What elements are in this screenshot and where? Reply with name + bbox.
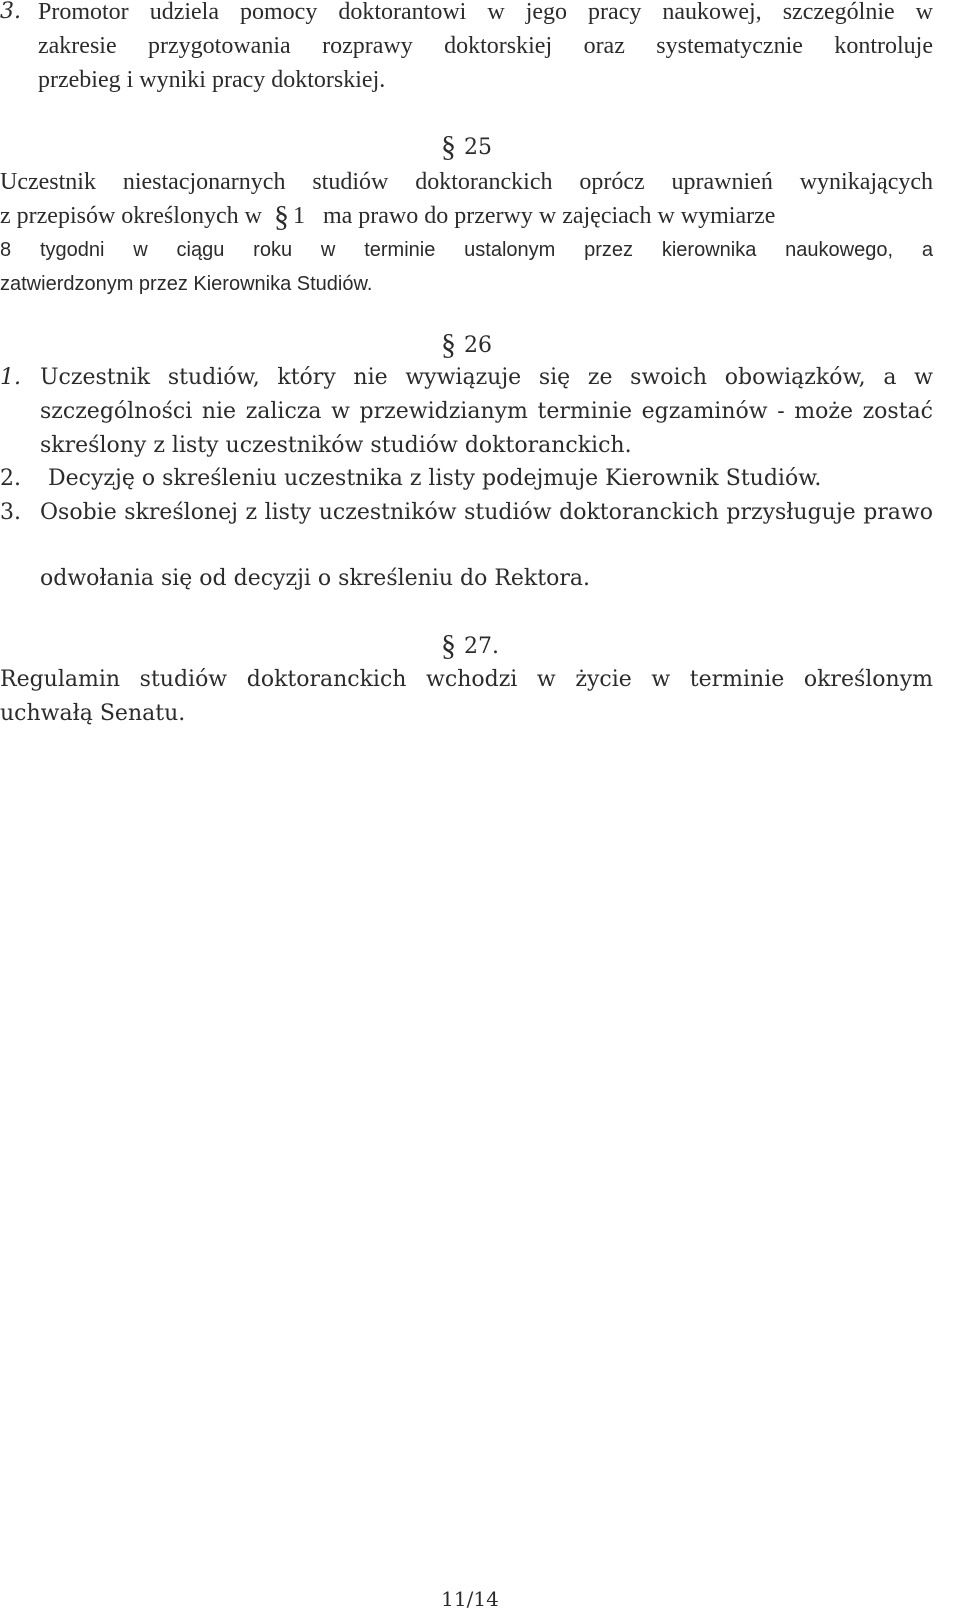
paragraph-line: 8 tygodni w ciągu roku w terminie ustalonym przez kierownika naukowego, a [0, 239, 933, 261]
list-number: 1. [0, 365, 21, 390]
paragraph-line: zakresie przygotowania rozprawy doktorskiej oraz systematycznie kontroluje [38, 33, 933, 59]
text-fragment: ma prawo do przerwy w zajęciach w wymiarze [322, 203, 776, 229]
paragraph-line: szczególności nie zalicza w przewidzianym terminie egzaminów - może zostać [40, 399, 933, 424]
paragraph-line: przebieg i wyniki pracy doktorskiej. [38, 67, 386, 93]
section-number: 27. [464, 634, 499, 659]
page-number: 11/14 [441, 1587, 499, 1611]
paragraph-line: Osobie skreślonej z listy uczestników studiów doktoranckich przysługuje prawo [40, 500, 933, 525]
paragraph-line: Promotor udziela pomocy doktorantowi w jego pracy naukowej, szczególnie w [38, 0, 933, 25]
paragraph-line: Decyzję o skreśleniu uczestnika z listy podejmuje Kierownik Studiów. [48, 466, 822, 491]
section-heading-25 [441, 127, 492, 167]
section-symbol: § [441, 629, 456, 662]
section-heading-26 [441, 325, 492, 365]
section-symbol: § [441, 130, 456, 163]
section-heading-27 [441, 626, 499, 666]
list-number: 3. [0, 0, 21, 24]
section-reference: 1 [292, 203, 305, 229]
paragraph-line [0, 199, 933, 233]
paragraph-line: Uczestnik niestacjonarnych studiów doktoranckich oprócz uprawnień wynikających [0, 169, 933, 195]
paragraph-line: odwołania się od decyzji o skreśleniu do Rektora. [40, 566, 590, 591]
text-fragment: z przepisów określonych w [0, 203, 262, 229]
paragraph-line: zatwierdzonym przez Kierownika Studiów. [0, 273, 373, 295]
paragraph-line: Uczestnik studiów, który nie wywiązuje się ze swoich obowiązków, a w [40, 365, 933, 390]
paragraph-line: uchwałą Senatu. [0, 701, 186, 726]
section-number: 26 [464, 333, 492, 358]
list-number: 3. [0, 500, 21, 525]
section-number: 25 [464, 135, 492, 160]
section-symbol: § [273, 200, 289, 233]
paragraph-line: Regulamin studiów doktoranckich wchodzi w życie w terminie określonym [0, 667, 933, 692]
section-symbol: § [441, 328, 456, 361]
paragraph-line: skreślony z listy uczestników studiów doktoranckich. [40, 433, 632, 458]
list-number: 2. [0, 466, 21, 491]
